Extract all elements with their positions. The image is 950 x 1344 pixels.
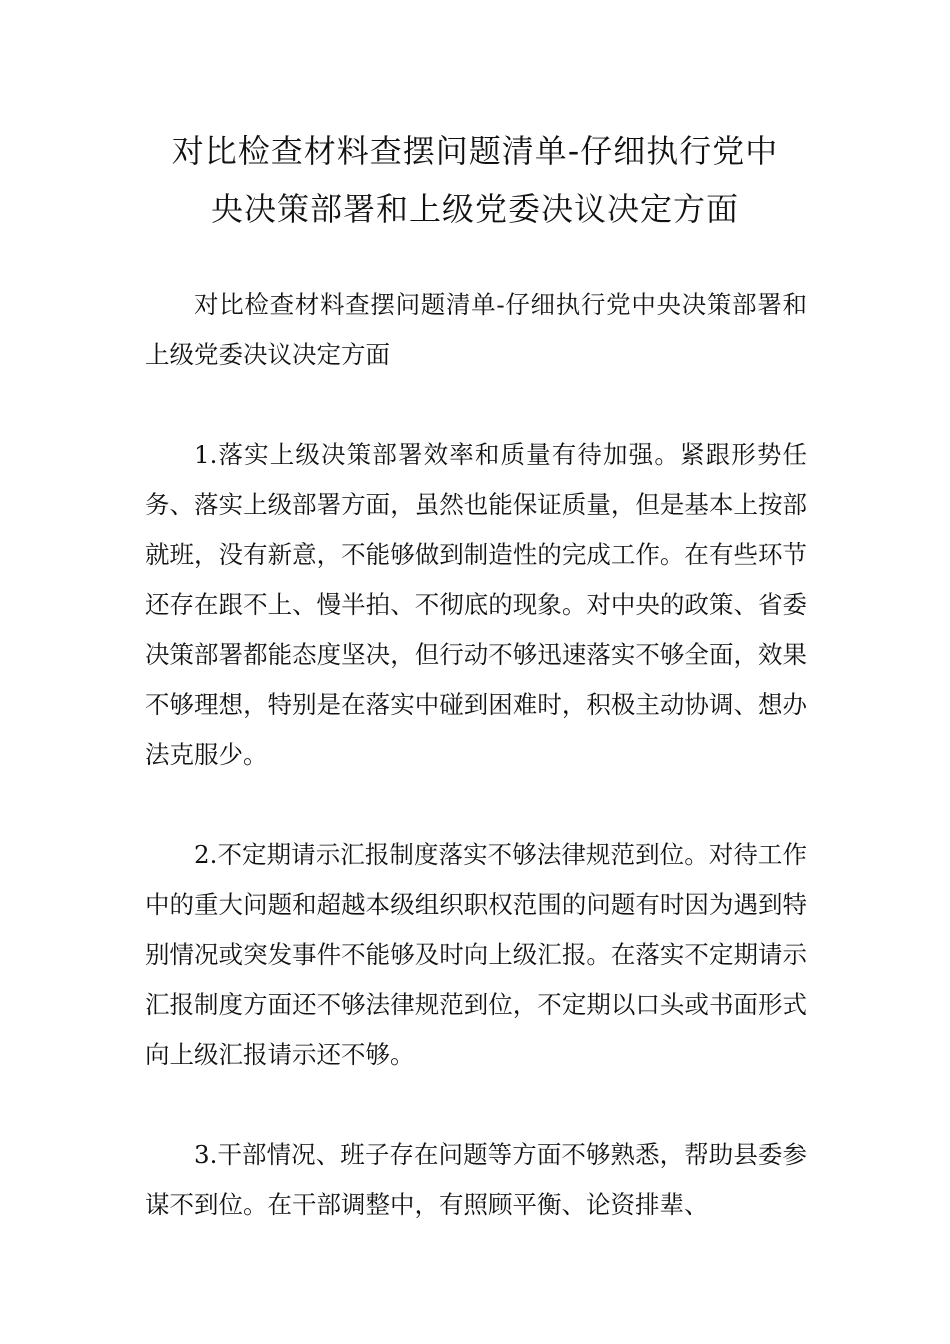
title-line-1: 对比检查材料查摆问题清单-仔细执行党中 bbox=[171, 132, 779, 170]
document-body bbox=[145, 280, 807, 1230]
document-title bbox=[120, 122, 830, 238]
paragraph-item-3: 3.干部情况、班子存在问题等方面不够熟悉，帮助县委参谋不到位。在干部调整中，有照顾平衡、论资排辈、 bbox=[145, 1140, 807, 1219]
paragraph-item-2: 2.不定期请示汇报制度落实不够法律规范到位。对待工作中的重大问题和超越本级组织职权范围的问题有时因为遇到特别情况或突发事件不能够及时向上级汇报。在落实不定期请示汇报制度方面还不够法律规范到位，不定期以口头或书面形式向上级汇报请示还不够。 bbox=[145, 840, 807, 1069]
title-line-2: 央决策部署和上级党委决议决定方面 bbox=[210, 190, 739, 228]
paragraph-item-1: 1.落实上级决策部署效率和质量有待加强。紧跟形势任务、落实上级部署方面，虽然也能保证质量，但是基本上按部就班，没有新意，不能够做到制造性的完成工作。在有些环节还存在跟不上、慢半拍、不彻底的现象。对中央的政策、省委决策部署都能态度坚决，但行动不够迅速落实不够全面，效果不够理想，特别是在落实中碰到困难时，积极主动协调、想办法克服少。 bbox=[145, 440, 807, 769]
paragraph-intro: 对比检查材料查摆问题清单-仔细执行党中央决策部署和上级党委决议决定方面 bbox=[145, 290, 807, 369]
